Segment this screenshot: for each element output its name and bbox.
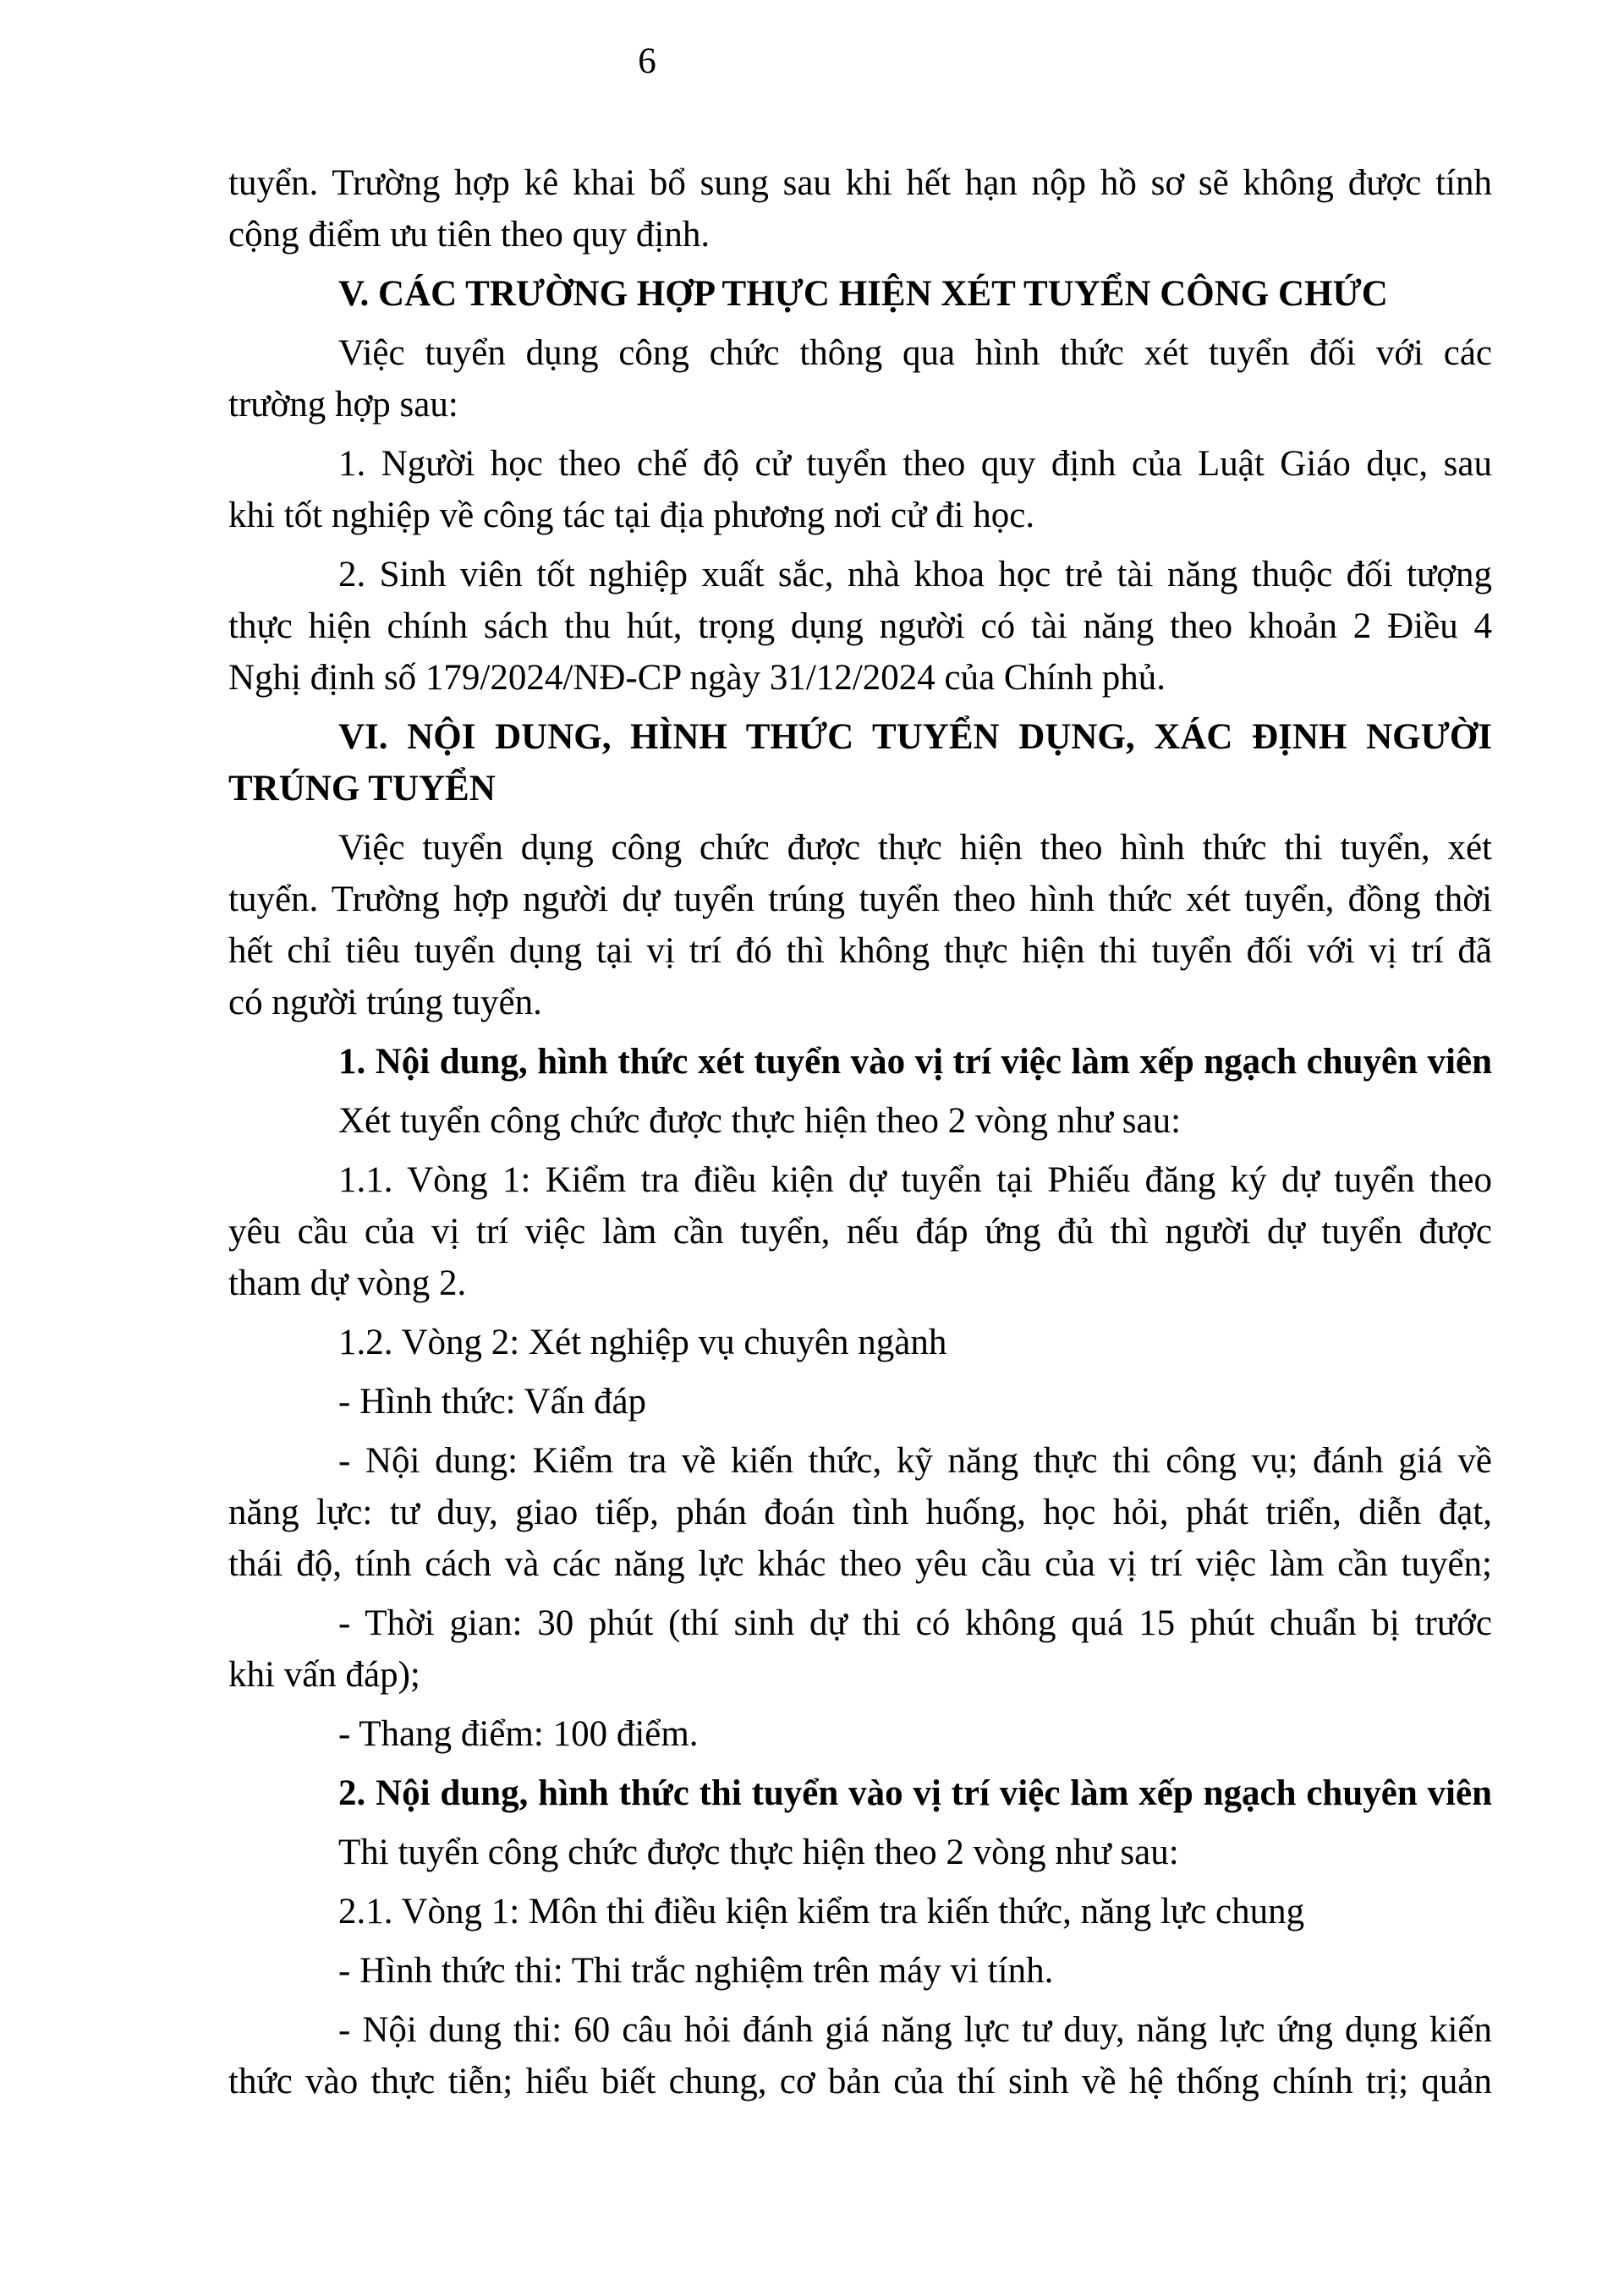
text-line: 1.1. Vòng 1: Kiểm tra điều kiện dự tuyển tại Phiếu đăng ký dự tuyển theo	[338, 1160, 1492, 1200]
paragraph	[228, 1435, 1492, 1590]
paragraph	[228, 1317, 1492, 1368]
text-line: hết chỉ tiêu tuyển dụng tại vị trí đó thì không thực hiện thi tuyển đối với vị trí đã	[228, 931, 1492, 971]
text-line: thực hiện chính sách thu hút, trọng dụng người có tài năng theo khoản 2 Điều 4	[228, 606, 1492, 646]
text-line: thái độ, tính cách và các năng lực khác theo yêu cầu của vị trí việc làm cần tuyển;	[228, 1544, 1492, 1584]
text-line: khi tốt nghiệp về công tác tại địa phương nơi cử đi học.	[228, 496, 1035, 535]
paragraph	[228, 1597, 1492, 1701]
paragraph	[228, 1886, 1492, 1937]
section-heading	[228, 268, 1492, 320]
text-line: - Thang điểm: 100 điểm.	[338, 1714, 699, 1754]
text-line: - Hình thức thi: Thi trắc nghiệm trên máy vi tính.	[338, 1951, 1054, 1991]
text-line: trường hợp sau:	[228, 385, 458, 425]
sub-heading	[228, 1767, 1492, 1819]
paragraph	[228, 822, 1492, 1028]
text-line: 2.1. Vòng 1: Môn thi điều kiện kiểm tra kiến thức, năng lực chung	[338, 1892, 1305, 1932]
text-line: Nghị định số 179/2024/NĐ-CP ngày 31/12/2024 của Chính phủ.	[228, 658, 1166, 698]
text-line: Việc tuyển dụng công chức thông qua hình thức xét tuyển đối với các	[338, 333, 1492, 373]
paragraph	[228, 2004, 1492, 2107]
text-line: - Hình thức: Vấn đáp	[338, 1382, 647, 1422]
text-line: 1. Nội dung, hình thức xét tuyển vào vị trí việc làm xếp ngạch chuyên viên	[338, 1042, 1492, 1082]
text-line: 1.2. Vòng 2: Xét nghiệp vụ chuyên ngành	[338, 1323, 947, 1362]
text-line: - Nội dung thi: 60 câu hỏi đánh giá năng lực tư duy, năng lực ứng dụng kiến	[338, 2010, 1492, 2050]
text-line: TRÚNG TUYỂN	[228, 769, 496, 808]
text-line: có người trúng tuyển.	[228, 983, 542, 1022]
text-line: 2. Sinh viên tốt nghiệp xuất sắc, nhà khoa học trẻ tài năng thuộc đối tượng	[338, 555, 1492, 595]
text-line: - Thời gian: 30 phút (thí sinh dự thi có không quá 15 phút chuẩn bị trước	[338, 1603, 1492, 1643]
paragraph	[228, 438, 1492, 541]
text-line: VI. NỘI DUNG, HÌNH THỨC TUYỂN DỤNG, XÁC ĐỊNH NGƯỜI	[338, 717, 1492, 757]
text-line: khi vấn đáp);	[228, 1655, 420, 1695]
paragraph	[228, 327, 1492, 430]
document-body	[228, 157, 1492, 2107]
section-heading	[228, 711, 1492, 814]
text-line: V. CÁC TRƯỜNG HỢP THỰC HIỆN XÉT TUYỂN CÔNG CHỨC	[338, 274, 1388, 314]
text-line: 1. Người học theo chế độ cử tuyển theo quy định của Luật Giáo dục, sau	[338, 444, 1492, 484]
page-number: 6	[638, 41, 656, 81]
paragraph	[228, 1827, 1492, 1878]
text-line: Việc tuyển dụng công chức được thực hiện theo hình thức thi tuyển, xét	[338, 828, 1492, 868]
paragraph	[228, 1708, 1492, 1760]
text-line: Thi tuyển công chức được thực hiện theo 2 vòng như sau:	[338, 1833, 1179, 1872]
sub-heading	[228, 1036, 1492, 1088]
paragraph	[228, 1945, 1492, 1997]
paragraph	[228, 549, 1492, 704]
text-line: cộng điểm ưu tiên theo quy định.	[228, 215, 710, 255]
paragraph-continuation	[228, 157, 1492, 260]
text-line: tuyển. Trường hợp kê khai bổ sung sau khi hết hạn nộp hồ sơ sẽ không được tính	[228, 163, 1492, 203]
text-line: Xét tuyển công chức được thực hiện theo 2 vòng như sau:	[338, 1101, 1182, 1141]
paragraph	[228, 1154, 1492, 1309]
paragraph	[228, 1095, 1492, 1147]
text-line: - Nội dung: Kiểm tra về kiến thức, kỹ năng thực thi công vụ; đánh giá về	[338, 1441, 1492, 1481]
text-line: tuyển. Trường hợp người dự tuyển trúng tuyển theo hình thức xét tuyển, đồng thời	[228, 879, 1492, 919]
text-line: năng lực: tư duy, giao tiếp, phán đoán tình huống, học hỏi, phát triển, diễn đạt,	[228, 1493, 1492, 1532]
paragraph	[228, 1376, 1492, 1427]
text-line: tham dự vòng 2.	[228, 1263, 467, 1303]
text-line: 2. Nội dung, hình thức thi tuyển vào vị trí việc làm xếp ngạch chuyên viên	[338, 1773, 1492, 1813]
text-line: thức vào thực tiễn; hiểu biết chung, cơ bản của thí sinh về hệ thống chính trị; quản	[228, 2062, 1492, 2101]
text-line: yêu cầu của vị trí việc làm cần tuyển, nếu đáp ứng đủ thì người dự tuyển được	[228, 1212, 1492, 1252]
